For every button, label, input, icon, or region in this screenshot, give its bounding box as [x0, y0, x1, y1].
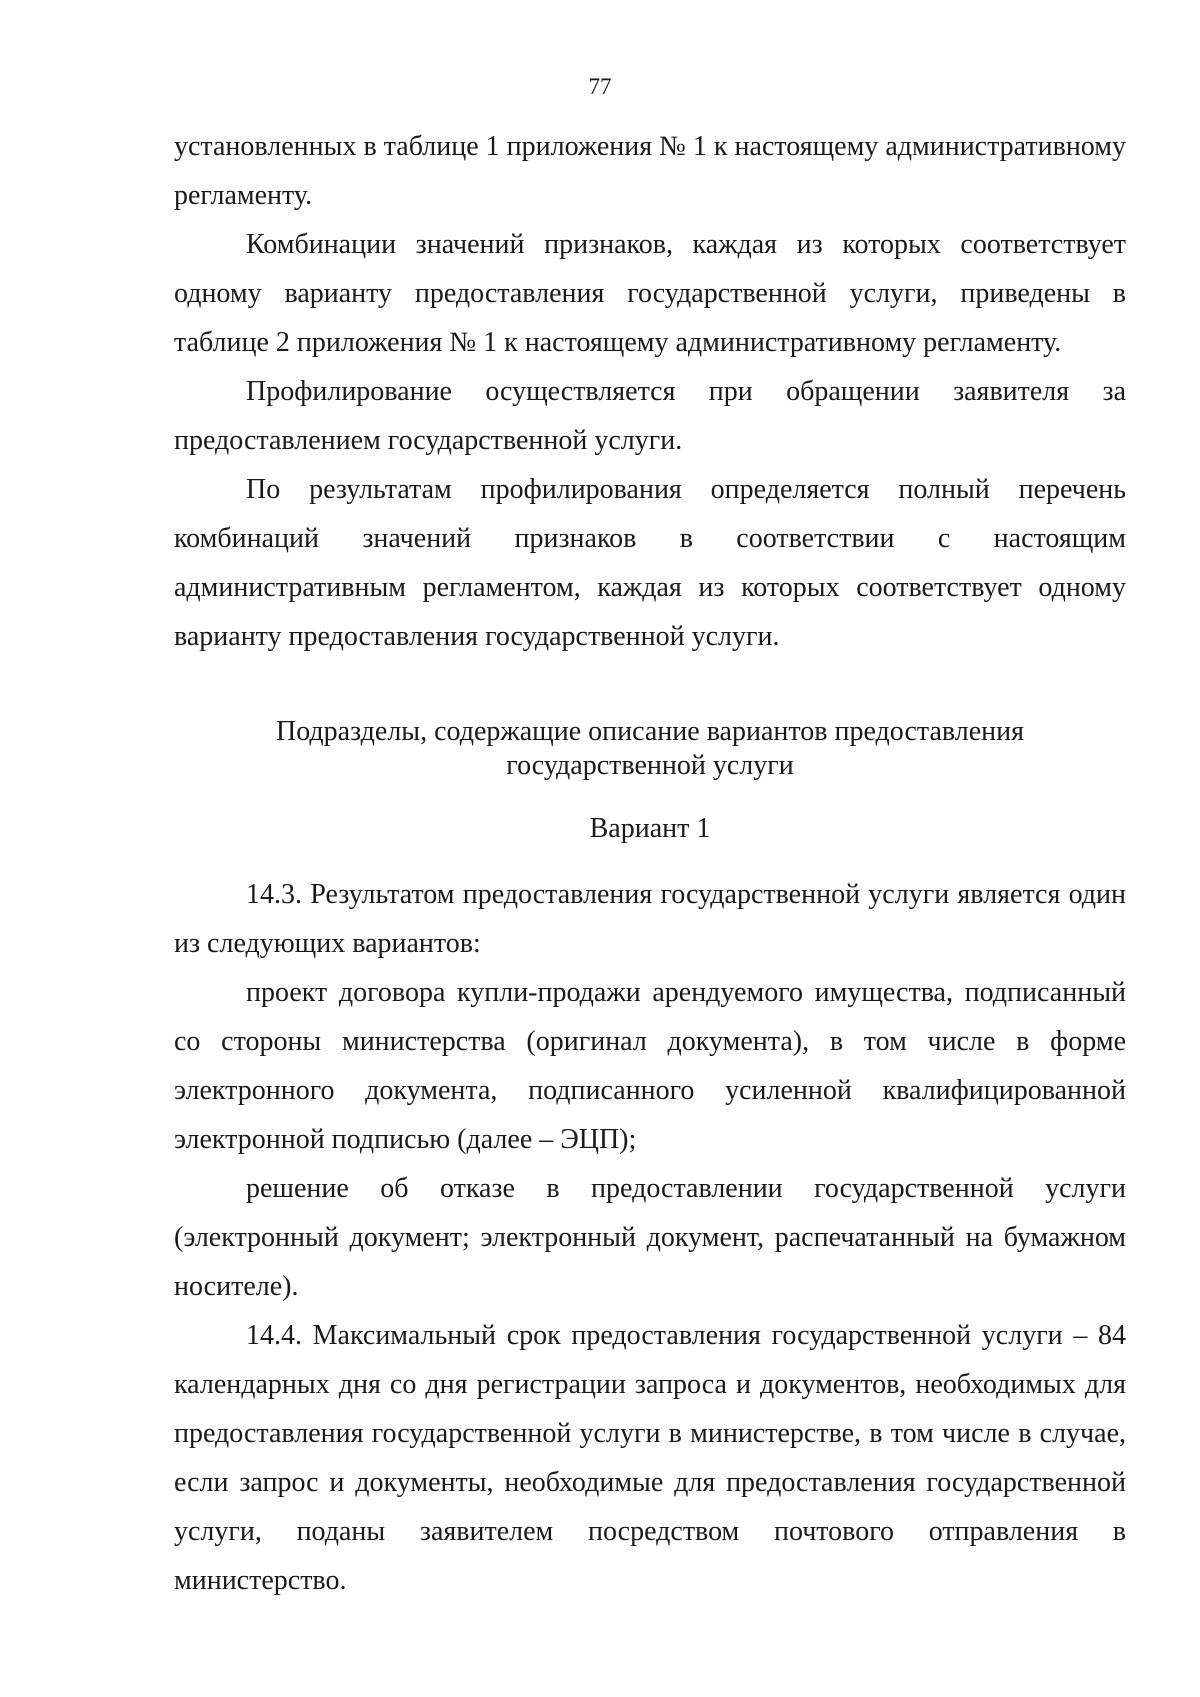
paragraph: 14.3. Результатом предоставления государственной услуги является один из следующих вариантов: [174, 879, 1126, 959]
paragraph: По результатам профилирования определяется полный перечень комбинаций значений признаков в соответствии с настоящим административным регламентом, каждая из которых соответствует одному варианту предоставления государственной услуги. [174, 474, 1126, 652]
section-heading [174, 715, 1126, 783]
paragraph: установленных в таблице 1 приложения № 1 к настоящему административному регламенту. [174, 131, 1126, 211]
section-heading-line: государственной услуги [506, 750, 794, 781]
paragraph: 14.4. Максимальный срок предоставления государственной услуги – 84 календарных дня со дня регистрации запроса и документов, необходимых для предоставления государственной услуги в министерстве, в том числе в случае, если запрос и документы, необходимые для предоставления государственной услуги, поданы заявителем посредством почтового отправления в министерство. [174, 1320, 1126, 1596]
text-block-intro [174, 122, 1126, 661]
text-block-variant [174, 870, 1126, 1605]
variant-title: Вариант 1 [589, 813, 711, 844]
paragraph: Комбинации значений признаков, каждая из которых соответствует одному варианту предоставления государственной услуги, приведены в таблице 2 приложения № 1 к настоящему административному регламенту. [174, 229, 1126, 358]
paragraph: Профилирование осуществляется при обращении заявителя за предоставлением государственной услуги. [174, 376, 1126, 456]
paragraph: проект договора купли-продажи арендуемого имущества, подписанный со стороны министерства (оригинал документа), в том числе в форме электронного документа, подписанного усиленной квалифицированной электронной подписью (далее – ЭЦП); [174, 977, 1126, 1155]
section-heading-line: Подразделы, содержащие описание вариантов предоставления [276, 716, 1024, 747]
page-number: 77 [588, 74, 612, 99]
paragraph: решение об отказе в предоставлении государственной услуги (электронный документ; электронный документ, распечатанный на бумажном носителе). [174, 1173, 1126, 1302]
